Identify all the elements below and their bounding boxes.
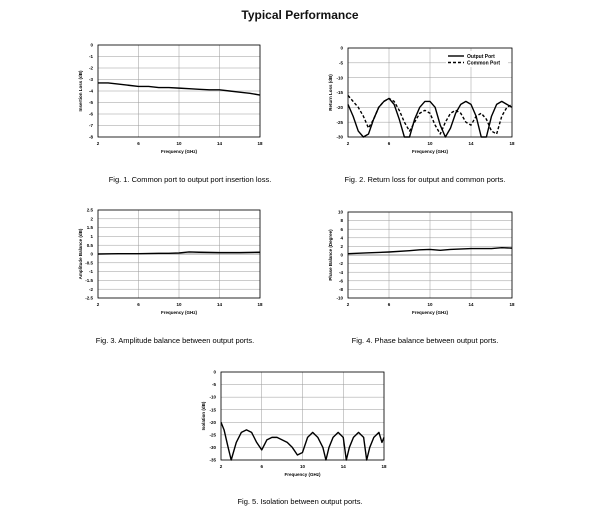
chart-3 [78,208,263,345]
chart-5 [201,370,387,506]
x-tick-label: 10 [176,302,182,307]
figure-caption: Fig. 1. Common port to output port insertion loss. [108,175,272,184]
legend [446,51,508,67]
chart-2 [328,46,515,184]
y-tick-label: -1 [88,54,93,60]
y-tick-label: -5 [338,60,343,66]
y-tick-label: -20 [336,104,343,110]
y-tick-label: -8 [88,134,93,140]
chart-1 [78,43,271,184]
x-tick-label: 18 [257,141,263,146]
y-tick-label: -15 [209,407,216,413]
y-tick-label: 0 [340,252,343,258]
y-tick-label: -10 [209,394,216,400]
figure-caption: Fig. 4. Phase balance between output ports. [351,336,499,345]
gridlines [348,212,512,298]
x-tick-label: 10 [176,141,182,146]
y-tick-label: -10 [336,75,343,81]
y-tick-label: -35 [209,457,216,463]
x-tick-label: 18 [509,141,515,146]
y-tick-label: -30 [336,134,343,140]
y-tick-label: -15 [336,90,343,96]
x-tick-label: 6 [387,302,391,307]
x-tick-label: 10 [427,141,433,146]
y-tick-label: 6 [340,226,343,232]
x-tick-label: 6 [137,302,140,307]
y-tick-label: -8 [338,287,343,292]
y-axis-label: Insertion Loss (dB) [78,70,83,112]
y-tick-label: 0 [90,251,93,257]
x-tick-label: 14 [468,141,474,146]
y-tick-label: -1 [88,269,93,275]
y-tick-label: 0 [213,369,216,375]
y-tick-label: -1.5 [85,278,93,283]
y-tick-label: 2.5 [86,207,93,213]
x-tick-label: 6 [137,141,140,146]
y-axis-label: Phase Balance (Degree) [328,229,333,281]
y-axis-label: Return Loss (dB) [328,74,333,111]
y-tick-label: -5 [88,100,93,106]
y-tick-label: -25 [336,119,343,125]
x-tick-label: 18 [509,302,515,307]
y-tick-label: 0 [340,45,343,51]
y-tick-label: -0.5 [85,260,93,266]
figure-caption: Fig. 2. Return loss for output and common ports. [344,175,506,184]
y-tick-label: -6 [338,278,343,284]
y-axis-label: Isolation (dB) [201,401,206,431]
x-tick-label: 10 [427,302,433,307]
legend-label: Output Port [467,53,495,60]
y-tick-label: 2 [340,244,343,249]
figure-caption: Fig. 5. Isolation between output ports. [237,497,363,506]
x-axis-label: Frequency (GHz) [160,149,198,154]
x-tick-label: 2 [96,302,100,307]
x-axis-label: Frequency (GHz) [411,310,449,315]
figure-caption: Fig. 3. Amplitude balance between output ports. [95,336,255,345]
y-tick-label: 2 [90,216,93,222]
y-tick-label: -3 [88,77,93,83]
x-tick-label: 2 [346,141,350,146]
x-tick-label: 2 [219,464,223,469]
x-axis-label: Frequency (GHz) [411,149,449,154]
y-tick-label: -5 [211,382,216,388]
x-tick-label: 6 [260,464,264,469]
x-tick-label: 6 [387,141,391,146]
y-tick-label: -2 [338,261,343,267]
y-tick-label: 1 [90,234,93,239]
y-tick-label: -2 [88,286,93,292]
x-tick-label: 18 [257,302,263,307]
y-tick-label: -20 [209,419,216,425]
y-tick-label: 0.5 [86,242,93,248]
x-tick-label: 2 [96,141,100,146]
x-tick-label: 14 [468,302,474,307]
y-axis-label: Amplitude Balance (dB) [78,228,83,280]
y-tick-label: -30 [209,445,216,451]
y-tick-label: -4 [338,269,343,275]
chart-4 [328,210,515,345]
y-tick-label: -25 [209,432,216,438]
x-tick-label: 14 [216,302,223,307]
y-tick-label: 10 [337,209,343,215]
y-tick-label: -7 [88,123,93,129]
x-axis-label: Frequency (GHz) [160,310,198,315]
y-tick-label: -6 [88,111,93,117]
y-tick-label: -2.5 [85,295,93,301]
x-axis-label: Frequency (GHz) [284,472,321,477]
y-tick-label: -10 [336,295,343,301]
y-tick-label: 0 [90,42,93,48]
page-title: Typical Performance [241,8,359,22]
gridlines [221,372,384,460]
x-tick-label: 14 [340,464,346,469]
y-tick-label: 4 [340,235,343,241]
x-tick-label: 14 [216,141,223,146]
y-tick-label: 1.5 [86,225,93,231]
y-tick-label: 8 [340,218,343,224]
x-tick-label: 10 [299,464,306,469]
y-tick-label: -2 [88,65,93,71]
x-tick-label: 2 [346,302,350,307]
x-tick-label: 18 [381,464,387,469]
y-tick-label: -4 [88,88,93,94]
legend-label: Common Port [467,60,501,67]
